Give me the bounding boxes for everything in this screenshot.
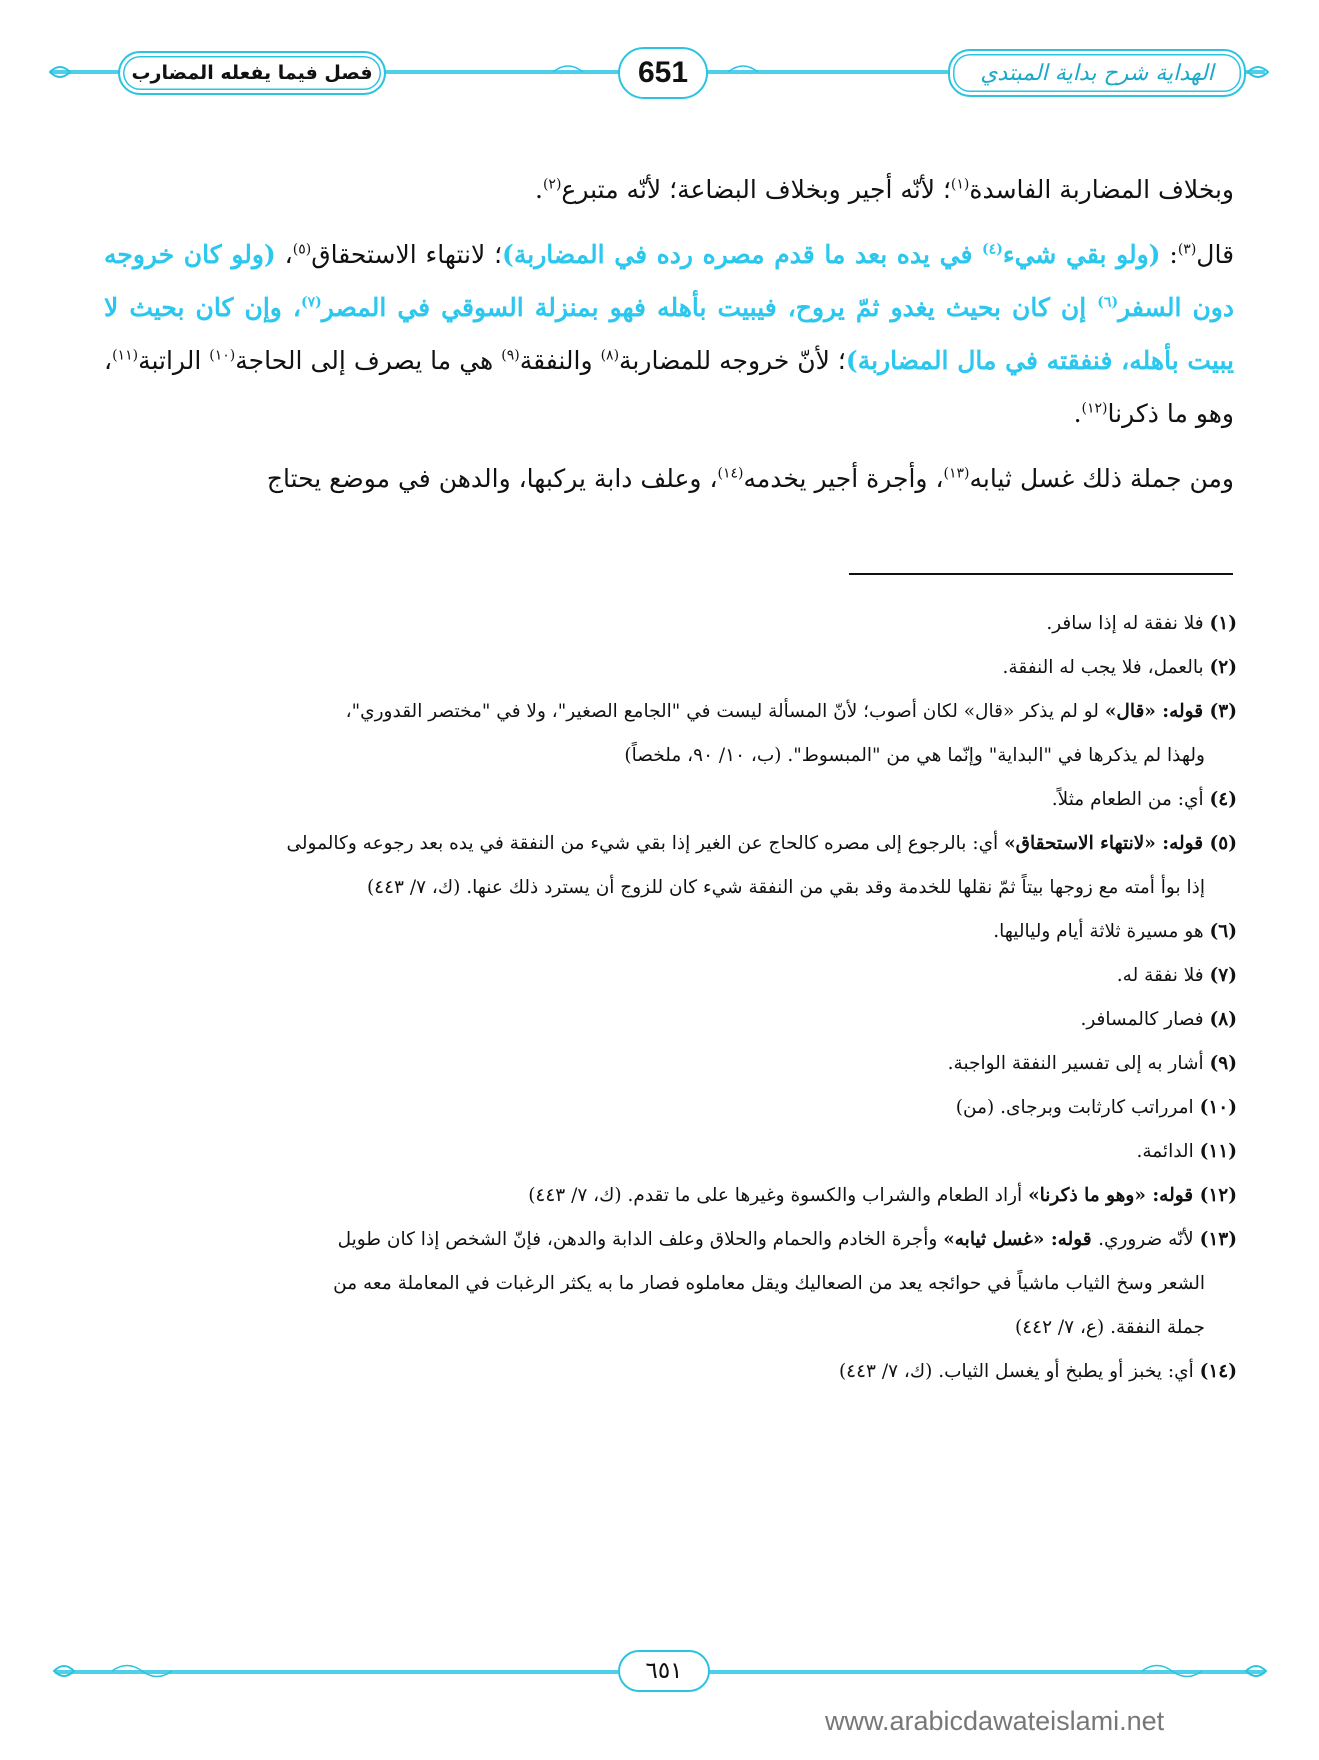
- footnote-10: (١٠) امرراتب كارثابت وبرجاى. (من): [955, 1097, 1237, 1118]
- footnote-marker: (٢): [542, 176, 562, 193]
- footnote-marker: (٨): [600, 347, 620, 364]
- matn-text: في يده بعد ما قدم مصره رده في المضاربة): [502, 240, 983, 269]
- main-text: [104, 163, 1234, 505]
- chapter-title: فصل فيما يفعله المضارب: [131, 62, 373, 84]
- matn-text: ، وإن كان بحيث لا يبيت بأهله، فنفقته في مال المضاربة): [104, 293, 1235, 375]
- footnote-marker: (١٣): [943, 465, 970, 482]
- page-number: 651: [637, 56, 689, 89]
- footnote-3: (٣) قوله: «قال» لو لم يذكر «قال» لكان أصوب؛ لأنّ المسألة ليست في "الجامع الصغير"، ولا في "مختصر القدوري"،: [345, 701, 1237, 722]
- footnote-separator: [849, 573, 1233, 575]
- paragraph-2: قال$^{(٣)}$: (ولو بقي شيء$^{(٤)}$ في يده بعد ما قدم مصره رده في المضاربة)؛ لانتهاء الاستحقاق$^{(٥)}$، (ولو كان خروجه دون السفر$^{(٦)}$ إن كان بحيث يغدو ثمّ يروح، فيبيت بأهله فهو بمنزلة السوقي في المصر$^{(٧)}$، وإن كان بحيث لا يبيت بأهله، فنفقته في مال المضاربة)؛ لأنّ خروجه للمضاربة$^{(٨)}$ والنفقة$^{(٩)}$ هي ما يصرف إلى الحاجة$^{(١٠)}$ الراتبة$^{(١١)}$، وهو ما ذكرنا$^{(١٢)}$.: [104, 240, 1235, 428]
- footnote-marker: (٤): [982, 241, 1003, 258]
- footnote-13-continued-2: جملة النفقة. (ع، ٧/ ٤٤٢): [1014, 1317, 1205, 1338]
- footnote-11: (١١) الدائمة.: [1136, 1141, 1237, 1162]
- matn-text: (ولو كان خروجه دون السفر: [104, 240, 1235, 322]
- book-title: الهداية شرح بداية المبتدي: [980, 60, 1214, 86]
- page-number-cartouche: [618, 47, 708, 99]
- footnote-1: (١) فلا نفقة له إذا سافر.: [1046, 613, 1237, 634]
- footnote-marker: (٩): [501, 347, 520, 364]
- footnote-marker: (١٠): [209, 347, 236, 364]
- footnote-12: (١٢) قوله: «وهو ما ذكرنا» أراد الطعام والشراب والكسوة وغيرها على ما تقدم. (ك، ٧/ ٤٤٣): [528, 1185, 1237, 1206]
- footnote-marker: (١١): [112, 347, 139, 364]
- footnote-9: (٩) أشار به إلى تفسير النفقة الواجبة.: [947, 1053, 1237, 1074]
- footnote-5-continued: إذا بوأ أمته مع زوجها بيتاً ثمّ نقلها للخدمة وقد بقي من النفقة شيء كان للزوج أن يسترد ذلك عنها. (ك، ٧/ ٤٤٣): [366, 877, 1205, 898]
- footnote-marker: (٥): [292, 241, 312, 258]
- footnote-6: (٦) هو مسيرة ثلاثة أيام ولياليها.: [993, 921, 1237, 942]
- footnotes: [96, 602, 1237, 1394]
- book-title-cartouche: [948, 49, 1246, 97]
- footnote-marker: (١): [950, 176, 970, 193]
- footer-page-number-cartouche: [618, 1650, 710, 1692]
- watermark: www.arabicdawateislami.net: [825, 1706, 1165, 1736]
- footnote-5: (٥) قوله: «لانتهاء الاستحقاق» أي: بالرجوع إلى مصره كالحاج عن الغير إذا بقي شيء من النفقة في يده بعد رجوعه وكالمولى: [286, 833, 1237, 854]
- footnote-13: (١٣) لأنّه ضروري. قوله: «غسل ثيابه» وأجرة الخادم والحمام والحلاق وعلف الدابة والدهن، فإنّ الشخص إذا كان طويل: [337, 1229, 1237, 1250]
- matn-text: إن كان بحيث يغدو ثمّ يروح، فيبيت بأهله فهو بمنزلة السوقي في المصر: [321, 293, 1098, 322]
- footnote-marker: (١٤): [717, 465, 744, 482]
- footnote-marker: (٣): [1177, 241, 1197, 258]
- footnote-2: (٢) بالعمل، فلا يجب له النفقة.: [1002, 657, 1237, 678]
- footnote-8: (٨) فصار كالمسافر.: [1080, 1009, 1237, 1030]
- footnote-marker: (١٢): [1081, 400, 1108, 417]
- footnote-13-continued: الشعر وسخ الثياب ماشياً في حوائجه يعد من الصعاليك ويقل معاملوه فصار ما به يكثر الرغبات في المعاملة معه من: [333, 1273, 1205, 1294]
- paragraph-1: وبخلاف المضاربة الفاسدة$^{(١)}$؛ لأنّه أجير وبخلاف البضاعة؛ لأنّه متبرع$^{(٢)}$.: [535, 175, 1234, 204]
- chapter-title-cartouche: [118, 51, 386, 95]
- footnote-14: (١٤) أي: يخبز أو يطبخ أو يغسل الثياب. (ك، ٧/ ٤٤٣): [838, 1361, 1237, 1382]
- footnote-4: (٤) أي: من الطعام مثلاً.: [1051, 789, 1237, 810]
- footnote-3-continued: ولهذا لم يذكرها في "البداية" وإنّما هي من "المبسوط". (ب، ١٠/ ٩٠، ملخصاً): [624, 745, 1205, 766]
- footnote-7: (٧) فلا نفقة له.: [1116, 965, 1237, 986]
- footnote-marker: (٧): [301, 294, 322, 311]
- paragraph-3: ومن جملة ذلك غسل ثيابه$^{(١٣)}$، وأجرة أجير يخدمه$^{(١٤)}$، وعلف دابة يركبها، والدهن في موضع يحتاج: [266, 464, 1234, 493]
- footer-page-number: ٦٥١: [645, 1658, 683, 1684]
- matn-text: (ولو بقي شيء: [1002, 240, 1161, 269]
- footnote-marker: (٦): [1097, 294, 1119, 311]
